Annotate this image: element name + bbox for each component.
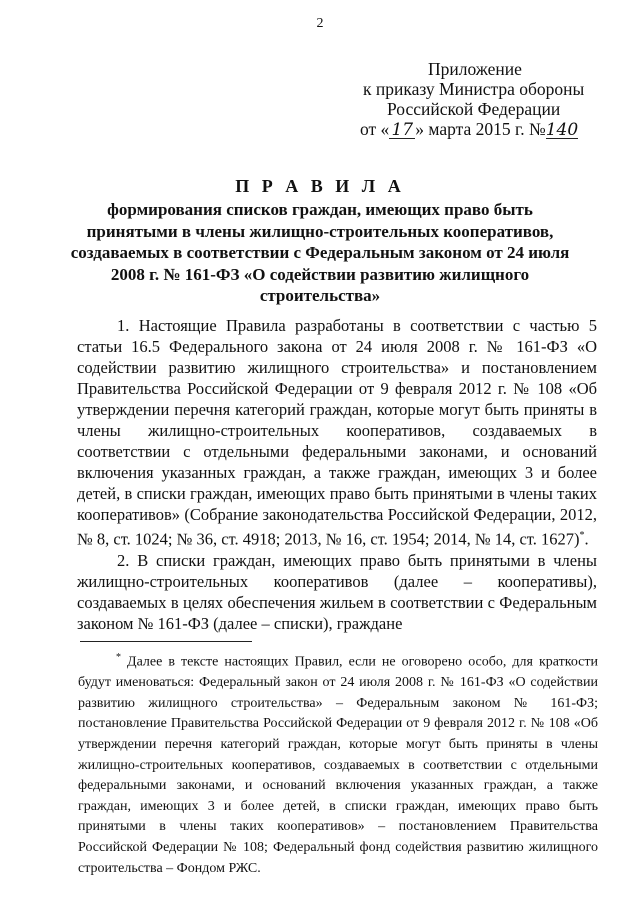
body-text	[77, 315, 597, 634]
handwritten-day: 17	[389, 122, 415, 139]
page-number: 2	[316, 16, 324, 31]
appendix-line-3: Российской Федерации	[387, 99, 561, 119]
paragraph-2: 2. В списки граждан, имеющих право быть принятыми в члены жилищно-строительных кооперативов (далее – кооперативы), создаваемых в целях обеспечения жильем в соответствии с Федеральным законом № 161-ФЗ (далее – списки), граждане	[77, 550, 597, 633]
handwritten-order-number: 140	[545, 120, 579, 140]
footnote-mark: *	[116, 652, 121, 663]
date-middle: » марта 2015 г. №	[415, 119, 546, 139]
appendix-line-2: к приказу Министра обороны	[363, 79, 585, 99]
paragraph-1: 1. Настоящие Правила разработаны в соответствии с частью 5 статьи 16.5 Федерального закона от 24 июля 2008 г. № 161-ФЗ «О содействии развитию жилищного строительства» и постановлением Правительства Российской Федерации от 9 февраля 2012 г. № 108 «Об утверждении перечня категорий граждан, которые могут быть приняты в члены жилищно-строительных кооперативов, создаваемых в соответствии с отдельными федеральными законами, и оснований включения указанных граждан, а также граждан, имеющих 3 и более детей, в списки граждан, имеющих право быть принятыми в члены таких кооперативов» (Собрание законодательства Российской Федерации, 2012, № 8, ст. 1024; № 36, ст. 4918; 2013, № 16, ст. 1954; 2014, № 14, ст. 1627)*.	[77, 316, 597, 549]
footnote-divider	[80, 641, 252, 642]
footnote	[78, 648, 598, 879]
appendix-date-line	[330, 119, 630, 139]
footnote-text: Далее в тексте настоящих Правил, если не оговорено особо, для краткости будут именоваться: Федеральный закон от 24 июля 2008 г. № 161-ФЗ «О содействии развитию жилищного строительства» – Федеральным законом № 161-ФЗ; постановление Правительства Российской Федерации от 9 февраля 2012 г. № 108 «Об утверждении перечня категорий граждан, которые могут быть приняты в члены жилищно-строительных кооперативов, создаваемых в соответствии с отдельными федеральными законами, и оснований включения указанных граждан, а также граждан, имеющих 3 и более детей, в списки граждан, имеющих право быть принятыми в члены таких кооперативов» – постановлением Правительства Российской Федерации № 108; Федеральный фонд содействия развитию жилищного строительства – Фондом РЖС.	[78, 654, 599, 876]
appendix-block	[330, 59, 630, 139]
paragraph-1-text: 1. Настоящие Правила разработаны в соответствии с частью 5 статьи 16.5 Федерального закона от 24 июля 2008 г. № 161-ФЗ «О содействии развитию жилищного строительства» и постановлением Правительства Российской Федерации от 9 февраля 2012 г. № 108 «Об утверждении перечня категорий граждан, которые могут быть приняты в члены жилищно-строительных кооперативов, создаваемых в соответствии с отдельными федеральными законами, и оснований включения указанных граждан, а также граждан, имеющих 3 и более детей, в списки граждан, имеющих право быть принятыми в члены таких кооперативов» (Собрание законодательства Российской Федерации, 2012, № 8, ст. 1024; № 36, ст. 4918; 2013, № 16, ст. 1954; 2014, № 14, ст. 1627)	[77, 316, 597, 549]
document-subtitle: формирования списков граждан, имеющих право быть принятыми в члены жилищно-строительных кооперативов, создаваемых в соответствии с Федеральным законом от 24 июля 2008 г. № 161-ФЗ «О содействии развитию жилищного строительства»	[70, 200, 570, 305]
appendix-line-1: Приложение	[428, 59, 522, 79]
date-prefix: от «	[360, 119, 390, 139]
footnote-paragraph	[78, 648, 598, 879]
footnote-reference: *	[579, 530, 585, 541]
document-title: П Р А В И Л А	[235, 176, 405, 196]
